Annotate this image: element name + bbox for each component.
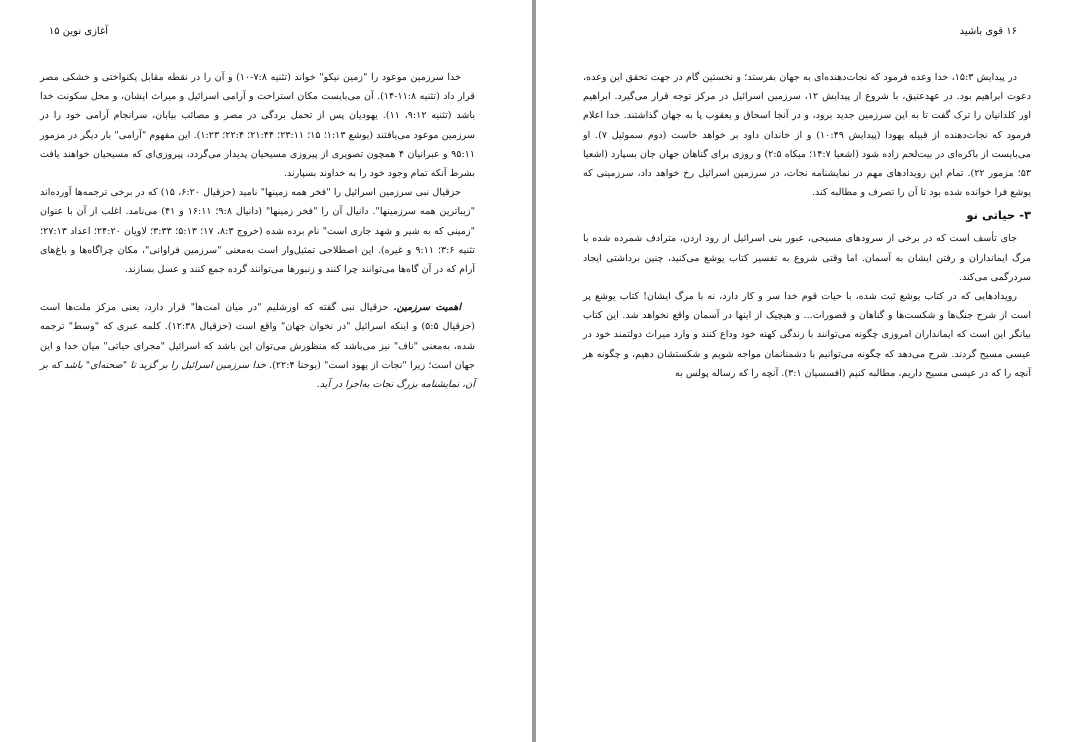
importance-paragraph: [40, 298, 475, 394]
importance-text: حزقیال نبی گفته که اورشلیم "در میان امت‌ها" قرار دارد، یعنی مرکز ملت‌ها است (حزقیال ۵:۵) و اینکه اسرائیل "در نخوان جهان" واقع است (حزقیال ۱۲:۳۸). کلمه عبری که "وسط" ترجمه شده، به‌معنی "ناف" نیز می‌باشد که منظورش می‌توان این باشد که اسرائیل "مجرای حیاتی" میان خدا و این جهان است؛ زیرا "نجات از یهود است" (یوحنا ۲۲:۴).: [40, 302, 476, 371]
paragraph: خدا سرزمین موعود را "زمین نیکو" خواند (تثنیه ۷:۸-۱۰) و آن را در نقطه مقابل یکنواختی و خشکی مصر قرار داد (تثنیه ۱۱:۸-۱۴). آن می‌بایست مکان استراحت و آرامی اسرائیل و میراث ایشان، و محل سکونت خدا باشد (تثنیه ۹:۱۲، ۱۱). یهودیان پس از تحمل بردگی در مصر و مصائب بیابان، سرانجام آرامی خود را در سرزمین موعود می‌یافتند (یوشع ۱:۱۳؛ ۱۵؛ ۲۳:۱۱؛ ۲۱:۴۴؛ ۲۲:۴؛ ۱:۲۳). این مفهوم "آرامی" بار دیگر در مزمور ۹۵:۱۱ و عبرانیان ۴ همچون تصویری از پیروزی مسیحیان پدیدار می‌گردد، پیروزی‌ای که مسیحیان خواهند یافت بشرط آنکه تمام وجود خود را به خداوند بسپارند.: [40, 72, 476, 180]
left-page-body: [40, 68, 475, 394]
paragraph: جای تأسف است که در برخی از سرودهای مسیحی، عبور بنی اسرائیل از رود اردن، مترادف شمرده شده با مرگ ایمانداران و رفتن ایشان به آسمان. اما وقتی شروع به تفسیر کتاب یوشع می‌کنید، چنین برداشتی ایجاد سردرگمی می‌کند.: [583, 233, 1031, 283]
right-page-body: [583, 68, 1031, 383]
left-page-header: آغازی نوین ۱۵: [48, 26, 108, 37]
left-page: [0, 0, 532, 742]
paragraph: حزقیال نبی سرزمین اسرائیل را "فخر همه زمینها" نامید (حزقیال ۶:۲۰، ۱۵) که در برخی ترجمه‌ها آورده‌اند "زیباترین همه سرزمینها". دانیال آن را "فخر زمینها" (دانیال ۹:۸؛ ۱۶:۱۱ و ۴۱) می‌نامد. اغلب از آن با عنوان "زمینی که به شیر و شهد جاری است" نام برده شده (خروج ۸:۳، ۱۷؛ ۵:۱۳؛ ۳:۳۳؛ لاویان ۲۴:۲۰؛ اعداد ۲۷:۱۳؛ تثنیه ۳:۶؛ ۹:۱۱ و غیره). این اصطلاحی تمثیل‌وار است به‌معنی "سرزمین فراوانی"، مکان چراگاه‌ها و باغ‌های آرام که در آن گاه‌ها می‌توانند چرا کنند و زنبورها می‌توانند گرده جمع کنند و عسل بسازند.: [40, 187, 476, 276]
importance-lead: اهمیت سرزمین.: [393, 302, 461, 314]
right-page-header: ۱۶ قوی باشید: [959, 26, 1017, 37]
paragraph: در پیدایش ۱۵:۳، خدا وعده فرمود که نجات‌دهنده‌ای به جهان بفرستد؛ و نخستین گام در جهت تحقق این وعده، دعوت ابراهیم بود. در عهدعتیق، با شروع از پیدایش ۱۲، سرزمین اسرائیل در مرکز توجه قرار می‌گیرد. ابراهیم اور کلدانیان را ترک گفت تا به این سرزمین جدید برود، و در آنجا اسحاق و یعقوب پا به جهان گذاشتند. خدا اعلام فرمود که نجات‌دهنده از قبیله یهودا (پیدایش ۱۰:۴۹) و از خاندان داود بر خواهد خاست (دوم سموئیل ۷). او می‌بایست از باکره‌ای در بیت‌لحم زاده شود (اشعیا ۱۴:۷؛ میکاه ۲:۵) و روزی برای گناهان جهان جان بسپارد (اشعیا ۵۳؛ مزمور ۲۲). تمام این رویدادهای مهم در نمایشنامه نجات، در سرزمین اسرائیل رخ خواهد داد، سرزمینی که یوشع فرا خوانده شده بود تا آن را تصرف و مطالبه کند.: [583, 72, 1031, 199]
section-heading: ۳- حیاتی نو: [966, 208, 1031, 223]
importance-italic: خدا سرزمین اسرائیل را بر گزید تا "صحنه‌ای" باشد که بر آن، نمایشنامه بزرگ نجات به‌اجرا در آید.: [40, 359, 475, 391]
paragraph: رویدادهایی که در کتاب یوشع ثبت شده، با حیات قوم خدا سر و کار دارد، نه با مرگ ایشان! کتاب یوشع پر است از شرح جنگ‌ها و شکست‌ها و گناهان و قصورات... و هیچیک از اینها در آسمان واقع نخواهد شد. این کتاب بیانگر این است که ایمانداران امروزی چگونه می‌توانند با زندگی کهنه خود وداع کنند و وارد میراث دولتمند خود در عیسی مسیح گردند. شرح می‌دهد که چگونه می‌توانیم با دشمنانمان مواجه شویم و شکستشان دهیم، و چگونه هر آنچه را که در عیسی مسیح داریم، مطالبه کنیم (افسسیان ۳:۱). آنچه را که رساله پولس به: [583, 291, 1031, 379]
